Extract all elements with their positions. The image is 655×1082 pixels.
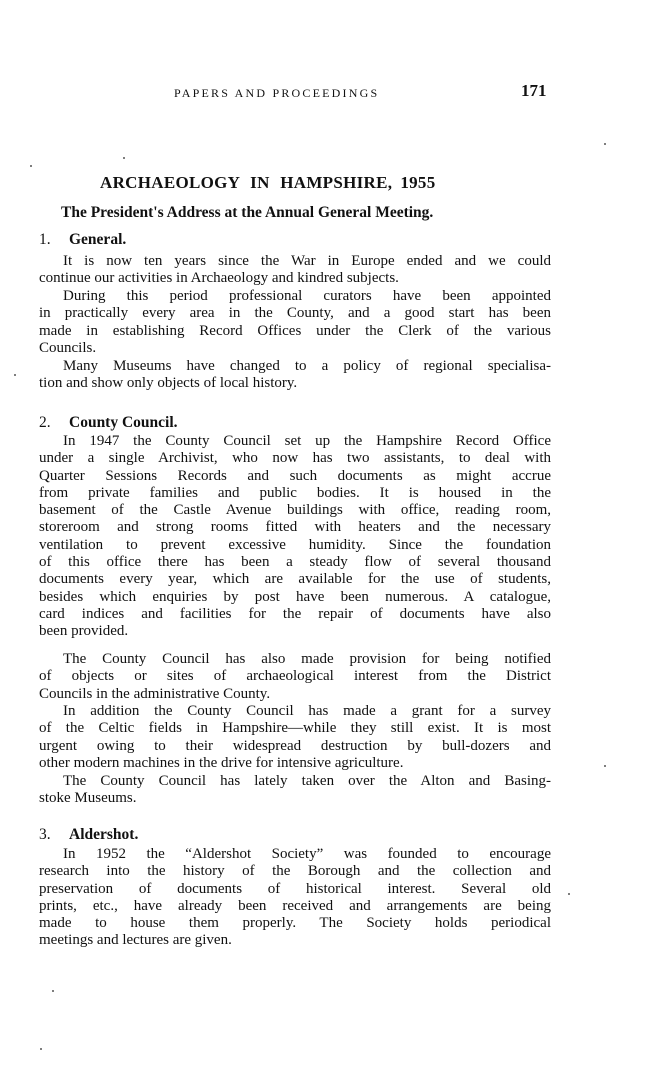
text-line: urgent owing to their widespread destruction by bull-dozers and — [39, 737, 551, 754]
text-line: prints, etc., have already been received and arrangements are being — [39, 897, 551, 914]
page-number: 171 — [521, 81, 547, 100]
text-line: Councils. — [39, 339, 97, 356]
scan-speck — [123, 157, 125, 159]
text-line: ventilation to prevent excessive humidity. Since the foundation — [39, 536, 551, 553]
paragraph — [39, 358, 551, 393]
section-heading-aldershot — [39, 826, 138, 844]
text-line: in practically every area in the County, and a good start has been — [39, 305, 551, 322]
scan-speck — [40, 1048, 42, 1050]
section-title: County Council. — [69, 414, 178, 431]
text-line: from private families and public bodies. It is housed in the — [39, 484, 551, 501]
text-line: card indices and facilities for the repair of documents have also — [39, 605, 551, 622]
article-subtitle: The President's Address at the Annual General Meeting. — [61, 204, 434, 221]
text-line: preservation of documents of historical interest. Several old — [39, 880, 551, 897]
paragraph — [39, 253, 551, 288]
section-heading-county-council — [39, 414, 178, 432]
article-title-year: 1955 — [400, 173, 436, 192]
paragraph — [39, 651, 551, 703]
scan-speck — [604, 765, 606, 767]
text-line: During this period professional curators have been appointed — [63, 288, 551, 304]
text-line: made in establishing Record Offices under the Clerk of the various — [39, 322, 551, 339]
text-line: In addition the County Council has made a grant for a survey — [63, 703, 551, 719]
text-line: made to house them properly. The Society holds periodical — [39, 915, 551, 932]
scan-speck — [30, 165, 32, 167]
article-title-main: ARCHAEOLOGY IN HAMPSHIRE, — [100, 173, 393, 192]
text-line: other modern machines in the drive for intensive agriculture. — [39, 754, 404, 771]
text-line: The County Council has lately taken over the Alton and Basing- — [63, 773, 551, 789]
paragraph — [39, 288, 551, 357]
text-line: of objects or sites of archaeological interest from the District — [39, 668, 551, 685]
text-line: In 1947 the County Council set up the Hampshire Record Office — [63, 433, 551, 449]
paragraph — [39, 846, 551, 950]
section-number: 3. — [39, 826, 51, 843]
text-line: Many Museums have changed to a policy of regional specialisa- — [63, 358, 551, 374]
section-title: Aldershot. — [69, 826, 139, 843]
text-line: It is now ten years since the War in Europe ended and we could — [63, 253, 551, 269]
text-line: tion and show only objects of local history. — [39, 375, 298, 392]
text-line: documents every year, which are available for the use of students, — [39, 571, 551, 588]
scan-speck — [604, 143, 606, 145]
text-line: storeroom and strong rooms fitted with heaters and the necessary — [39, 519, 551, 536]
text-line: of this office there has been a steady flow of several thousand — [39, 554, 551, 571]
text-line: besides which enquiries by post have been numerous. A catalogue, — [39, 588, 551, 605]
paragraph — [39, 703, 551, 772]
running-head: PAPERS AND PROCEEDINGS — [174, 86, 380, 100]
scan-speck — [568, 893, 570, 895]
paragraph — [39, 773, 551, 808]
text-line: been provided. — [39, 623, 129, 640]
section-number: 1. — [39, 231, 51, 248]
article-title — [100, 173, 436, 193]
section-heading-general — [39, 231, 126, 249]
text-line: Quarter Sessions Records and such documents as might accrue — [39, 467, 551, 484]
text-line: The County Council has also made provision for being notified — [63, 651, 551, 667]
text-line: of the Celtic fields in Hampshire—while they still exist. It is most — [39, 720, 551, 737]
text-line: Councils in the administrative County. — [39, 685, 271, 702]
section-title: General. — [69, 231, 127, 248]
text-line: In 1952 the “Aldershot Society” was founded to encourage — [63, 846, 551, 862]
text-line: meetings and lectures are given. — [39, 932, 232, 949]
text-line: continue our activities in Archaeology and kindred subjects. — [39, 270, 399, 287]
scan-speck — [14, 374, 16, 376]
text-line: stoke Museums. — [39, 790, 137, 807]
text-line: under a single Archivist, who now has two assistants, to deal with — [39, 450, 551, 467]
scan-speck — [52, 990, 54, 992]
paragraph — [39, 433, 551, 641]
text-line: basement of the Castle Avenue buildings with office, reading room, — [39, 502, 551, 519]
text-line: research into the history of the Borough and the collection and — [39, 863, 551, 880]
section-number: 2. — [39, 414, 51, 431]
